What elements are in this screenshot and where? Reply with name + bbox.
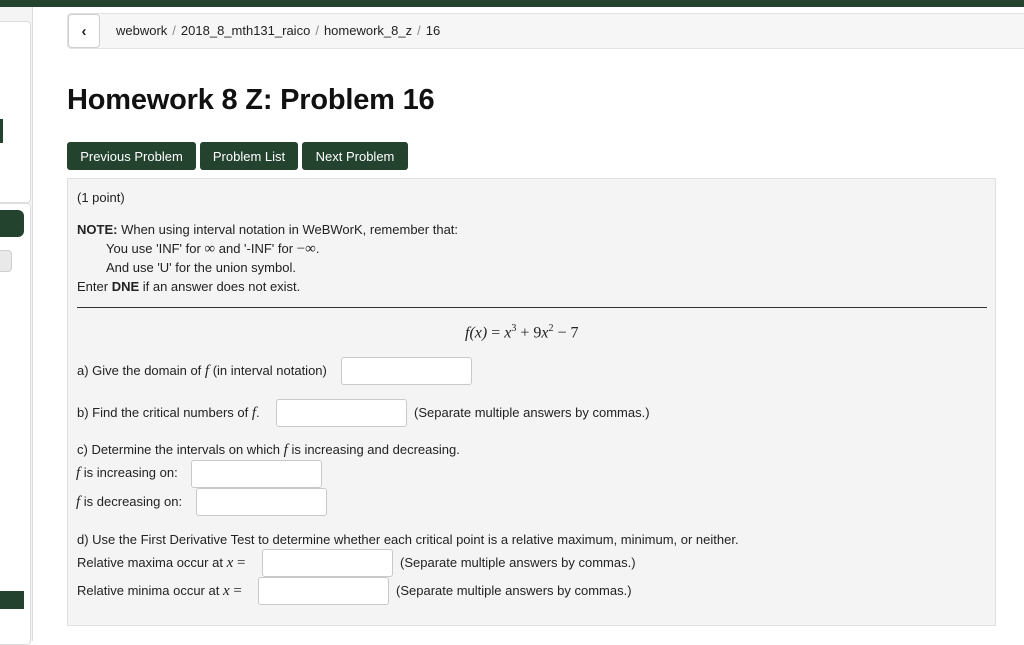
- problem-list-button[interactable]: Problem List: [200, 142, 298, 170]
- question-c-text: c) Determine the intervals on which: [77, 442, 284, 457]
- sidebar-toggle[interactable]: [0, 250, 12, 272]
- question-c: [77, 442, 460, 459]
- sidebar-active-marker: [0, 119, 3, 143]
- maxima-var: x: [226, 555, 234, 571]
- neg-infinity-symbol: −∞: [296, 241, 316, 257]
- problem-panel: [67, 178, 996, 626]
- top-accent-bar: [0, 0, 1024, 7]
- note-text: When using interval notation in WeBWorK, remember that:: [117, 222, 459, 237]
- inf-note-end: .: [315, 241, 320, 256]
- sidebar-footer-button[interactable]: [0, 591, 24, 609]
- increasing-label: [76, 465, 178, 482]
- minima-equals: =: [229, 583, 242, 599]
- increasing-text: is increasing on:: [80, 465, 178, 480]
- formula-term2: x: [541, 324, 549, 342]
- previous-problem-button[interactable]: Previous Problem: [67, 142, 196, 170]
- infinity-symbol: ∞: [204, 241, 216, 257]
- decreasing-text: is decreasing on:: [80, 494, 183, 509]
- sidebar: [0, 7, 33, 641]
- relative-maxima-input[interactable]: [262, 549, 393, 577]
- next-problem-button[interactable]: Next Problem: [302, 142, 408, 170]
- inf-note-text-2: and '-INF' for: [215, 241, 297, 256]
- increasing-interval-input[interactable]: [191, 460, 322, 488]
- minima-text: Relative minima occur at: [77, 583, 223, 598]
- breadcrumb-link-course[interactable]: 2018_8_mth131_raico: [180, 23, 311, 38]
- breadcrumb-link-set[interactable]: homework_8_z: [323, 23, 413, 38]
- question-a-var: f: [204, 363, 210, 379]
- domain-answer-input[interactable]: [341, 357, 472, 385]
- question-b-text: b) Find the critical numbers of: [77, 405, 252, 420]
- maxima-label: [77, 555, 245, 572]
- inf-note-text: You use 'INF' for: [106, 241, 205, 256]
- minima-var: x: [222, 583, 230, 599]
- minima-label: [77, 583, 242, 600]
- formula-plus: + 9: [516, 324, 542, 342]
- formula-minus: − 7: [553, 324, 579, 342]
- sidebar-button[interactable]: [0, 210, 24, 237]
- dne-text-2: if an answer does not exist.: [139, 279, 301, 294]
- dne-note: [77, 279, 300, 294]
- function-formula: [465, 323, 579, 342]
- question-c-var: f: [283, 442, 288, 458]
- minima-hint: (Separate multiple answers by commas.): [396, 583, 632, 598]
- chevron-left-icon: ‹: [81, 22, 87, 40]
- formula-term1: x: [504, 324, 512, 342]
- union-note: And use 'U' for the union symbol.: [106, 260, 296, 275]
- question-d: d) Use the First Derivative Test to determine whether each critical point is a relative maximum, minimum, or neither.: [77, 532, 739, 547]
- decreasing-interval-input[interactable]: [196, 488, 327, 516]
- decreasing-var: f: [76, 494, 81, 510]
- breadcrumb-separator: /: [315, 23, 319, 38]
- maxima-text: Relative maxima occur at: [77, 555, 227, 570]
- formula-equals: =: [487, 324, 505, 342]
- formula-lhs: f(x): [465, 324, 488, 342]
- maxima-hint: (Separate multiple answers by commas.): [400, 555, 636, 570]
- critical-numbers-input[interactable]: [276, 399, 407, 427]
- formula-exp1: 3: [511, 323, 517, 334]
- formula-exp2: 2: [548, 323, 554, 334]
- dne-keyword: DNE: [111, 279, 140, 294]
- question-b-tail: .: [256, 405, 260, 420]
- question-b: [77, 405, 260, 422]
- breadcrumb-separator: /: [417, 23, 421, 38]
- page-title: Homework 8 Z: Problem 16: [67, 84, 435, 116]
- divider: [77, 307, 987, 308]
- critical-hint: (Separate multiple answers by commas.): [414, 405, 650, 420]
- note-label: NOTE:: [77, 222, 118, 237]
- question-a-text: a) Give the domain of: [77, 363, 205, 378]
- dne-text: Enter: [77, 279, 112, 294]
- breadcrumb-current: 16: [425, 23, 441, 38]
- sidebar-panel: [0, 21, 31, 203]
- maxima-equals: =: [233, 555, 246, 571]
- breadcrumb: [116, 23, 440, 38]
- inf-note: [106, 241, 319, 258]
- question-a: [77, 363, 327, 380]
- question-a-tail: (in interval notation): [209, 363, 327, 378]
- back-button[interactable]: [68, 14, 100, 48]
- question-b-var: f: [251, 405, 257, 421]
- breadcrumb-separator: /: [172, 23, 176, 38]
- question-c-tail: is increasing and decreasing.: [287, 442, 460, 457]
- decreasing-label: [76, 494, 182, 511]
- note-line: [77, 222, 458, 237]
- breadcrumb-bar: [67, 13, 1024, 49]
- relative-minima-input[interactable]: [258, 577, 389, 605]
- point-value: (1 point): [77, 190, 125, 205]
- increasing-var: f: [76, 465, 81, 481]
- breadcrumb-link-webwork[interactable]: webwork: [116, 23, 168, 38]
